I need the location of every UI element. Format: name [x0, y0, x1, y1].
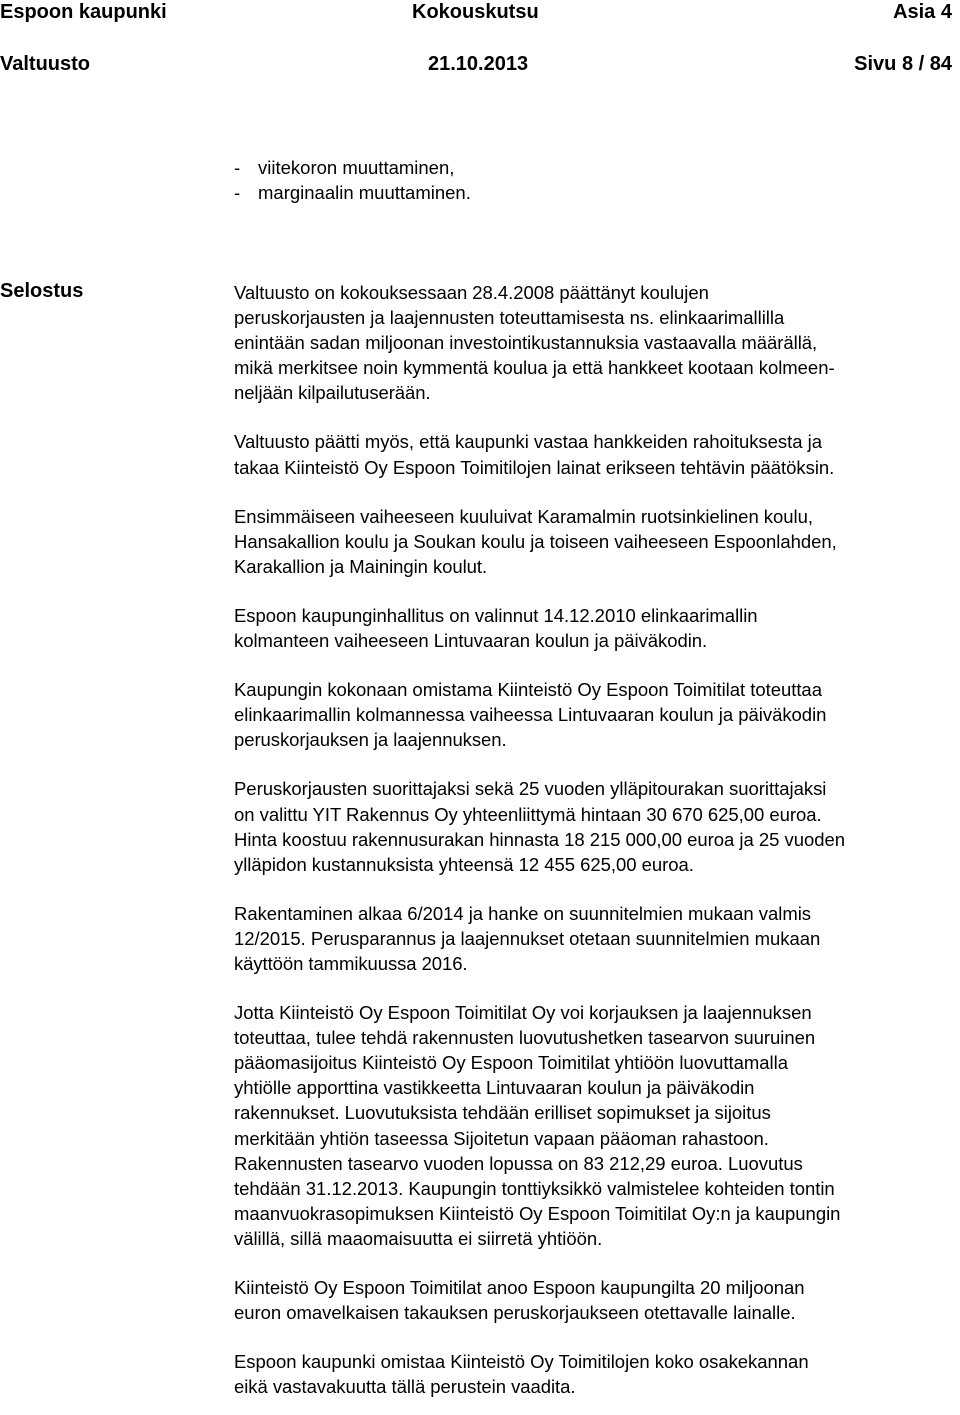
- change-list: [234, 155, 471, 205]
- paragraph-line: Kiinteistö Oy Espoon Toimitilat anoo Espoon kaupungilta 20 miljoonan: [234, 1277, 805, 1298]
- paragraph: [234, 901, 960, 976]
- body-text: [234, 280, 960, 1399]
- paragraph-line: toteuttaa, tulee tehdä rakennusten luovutushetken tasearvon suuruinen: [234, 1027, 816, 1049]
- paragraph-line: yhtiölle apporttina vastikkeetta Lintuvaaran koulun ja päiväkodin: [234, 1077, 755, 1099]
- paragraph-line: Espoon kaupunki omistaa Kiinteistö Oy Toimitilojen koko osakekannan: [234, 1351, 809, 1373]
- paragraph-line: on valittu YIT Rakennus Oy yhteenliittymä hintaan 30 670 625,00 euroa.: [234, 803, 822, 825]
- paragraph-line: 12/2015. Perusparannus ja laajennukset otetaan suunnitelmien mukaan: [234, 927, 821, 949]
- paragraph-line: peruskorjauksen ja laajennuksen.: [234, 729, 507, 751]
- paragraph-line: rakennukset. Luovutuksista tehdään erilliset sopimukset ja sijoitus: [234, 1102, 771, 1124]
- header-meeting-body: Valtuusto: [0, 53, 91, 75]
- paragraph: [234, 1349, 960, 1399]
- paragraph: [234, 280, 960, 405]
- header-meeting-date: 21.10.2013: [428, 53, 529, 75]
- paragraph-line: ylläpidon kustannuksista yhteensä 12 455 625,00 euroa.: [234, 853, 694, 875]
- paragraph: [234, 504, 960, 579]
- paragraph-line: merkitään yhtiön taseessa Sijoitetun vapaan pääoman rahastoon.: [234, 1127, 769, 1149]
- header-agenda-item: Asia 4: [893, 1, 952, 23]
- paragraph: [234, 429, 960, 479]
- paragraph-line: Hinta koostuu rakennusurakan hinnasta 18 215 000,00 euroa ja 25 vuoden: [234, 828, 846, 850]
- paragraph-line: tehdään 31.12.2013. Kaupungin tonttiyksikkö valmistelee kohteiden tontin: [234, 1177, 835, 1199]
- list-item: - viitekoron muuttaminen,: [234, 157, 455, 178]
- paragraph-line: pääomasijoitus Kiinteistö Oy Espoon Toimitilat yhtiöön luovuttamalla: [234, 1052, 788, 1074]
- list-item: - marginaalin muuttaminen.: [234, 182, 471, 203]
- header-document-type: Kokouskutsu: [412, 1, 539, 23]
- paragraph: [234, 1000, 960, 1251]
- paragraph-line: Valtuusto on kokouksessaan 28.4.2008 päättänyt koulujen: [234, 282, 709, 303]
- paragraph-line: peruskorjausten ja laajennusten toteuttamisesta ns. elinkaarimallilla: [234, 307, 785, 329]
- paragraph-line: Peruskorjausten suorittajaksi sekä 25 vuoden ylläpitourakan suorittajaksi: [234, 778, 827, 800]
- paragraph-line: maanvuokrasopimuksen Kiinteistö Oy Espoon Toimitilat Oy:n ja kaupungin: [234, 1202, 841, 1224]
- header-organization: Espoon kaupunki: [0, 1, 167, 23]
- paragraph-line: Hansakallion koulu ja Soukan koulu ja toiseen vaiheeseen Espoonlahden,: [234, 530, 837, 552]
- list-item-text: marginaalin muuttaminen.: [258, 182, 471, 203]
- paragraph-line: takaa Kiinteistö Oy Espoon Toimitilojen lainat erikseen tehtävin päätöksin.: [234, 456, 835, 478]
- paragraph-line: euron omavelkaisen takauksen peruskorjaukseen otettavalle lainalle.: [234, 1302, 796, 1324]
- paragraph-line: Karakallion ja Mainingin koulut.: [234, 555, 488, 577]
- paragraph-line: neljään kilpailutuserään.: [234, 382, 431, 404]
- section-label: Selostus: [0, 280, 84, 302]
- paragraph: [234, 1275, 960, 1325]
- paragraph: [234, 677, 960, 752]
- paragraph-line: välillä, sillä maaomaisuutta ei siirretä yhtiöön.: [234, 1227, 603, 1249]
- paragraph-line: kolmanteen vaiheeseen Lintuvaaran koulun ja päiväkodin.: [234, 630, 708, 652]
- paragraph-line: Espoon kaupunginhallitus on valinnut 14.12.2010 elinkaarimallin: [234, 604, 758, 626]
- paragraph-line: Kaupungin kokonaan omistama Kiinteistö Oy Espoon Toimitilat toteuttaa: [234, 679, 822, 701]
- list-item-text: viitekoron muuttaminen,: [258, 157, 455, 178]
- header-page-number: Sivu 8 / 84: [854, 53, 952, 75]
- paragraph-line: Rakennusten tasearvo vuoden lopussa on 83 212,29 euroa. Luovutus: [234, 1152, 803, 1174]
- paragraph: [234, 603, 960, 653]
- paragraph-line: eikä vastavakuutta tällä perustein vaadita.: [234, 1376, 576, 1398]
- paragraph-line: Valtuusto päätti myös, että kaupunki vastaa hankkeiden rahoituksesta ja: [234, 431, 822, 453]
- paragraph-line: Jotta Kiinteistö Oy Espoon Toimitilat Oy voi korjauksen ja laajennuksen: [234, 1002, 812, 1024]
- paragraph-line: enintään sadan miljoonan investointikustannuksia vastaavalla määrällä,: [234, 332, 818, 354]
- paragraph-line: käyttöön tammikuussa 2016.: [234, 952, 468, 974]
- paragraph-line: Rakentaminen alkaa 6/2014 ja hanke on suunnitelmien mukaan valmis: [234, 902, 811, 924]
- paragraph: [234, 776, 960, 876]
- paragraph-line: Ensimmäiseen vaiheeseen kuuluivat Karamalmin ruotsinkielinen koulu,: [234, 505, 813, 527]
- paragraph-line: mikä merkitsee noin kymmentä koulua ja että hankkeet kootaan kolmeen-: [234, 357, 835, 379]
- paragraph-line: elinkaarimallin kolmannessa vaiheessa Lintuvaaran koulun ja päiväkodin: [234, 704, 827, 726]
